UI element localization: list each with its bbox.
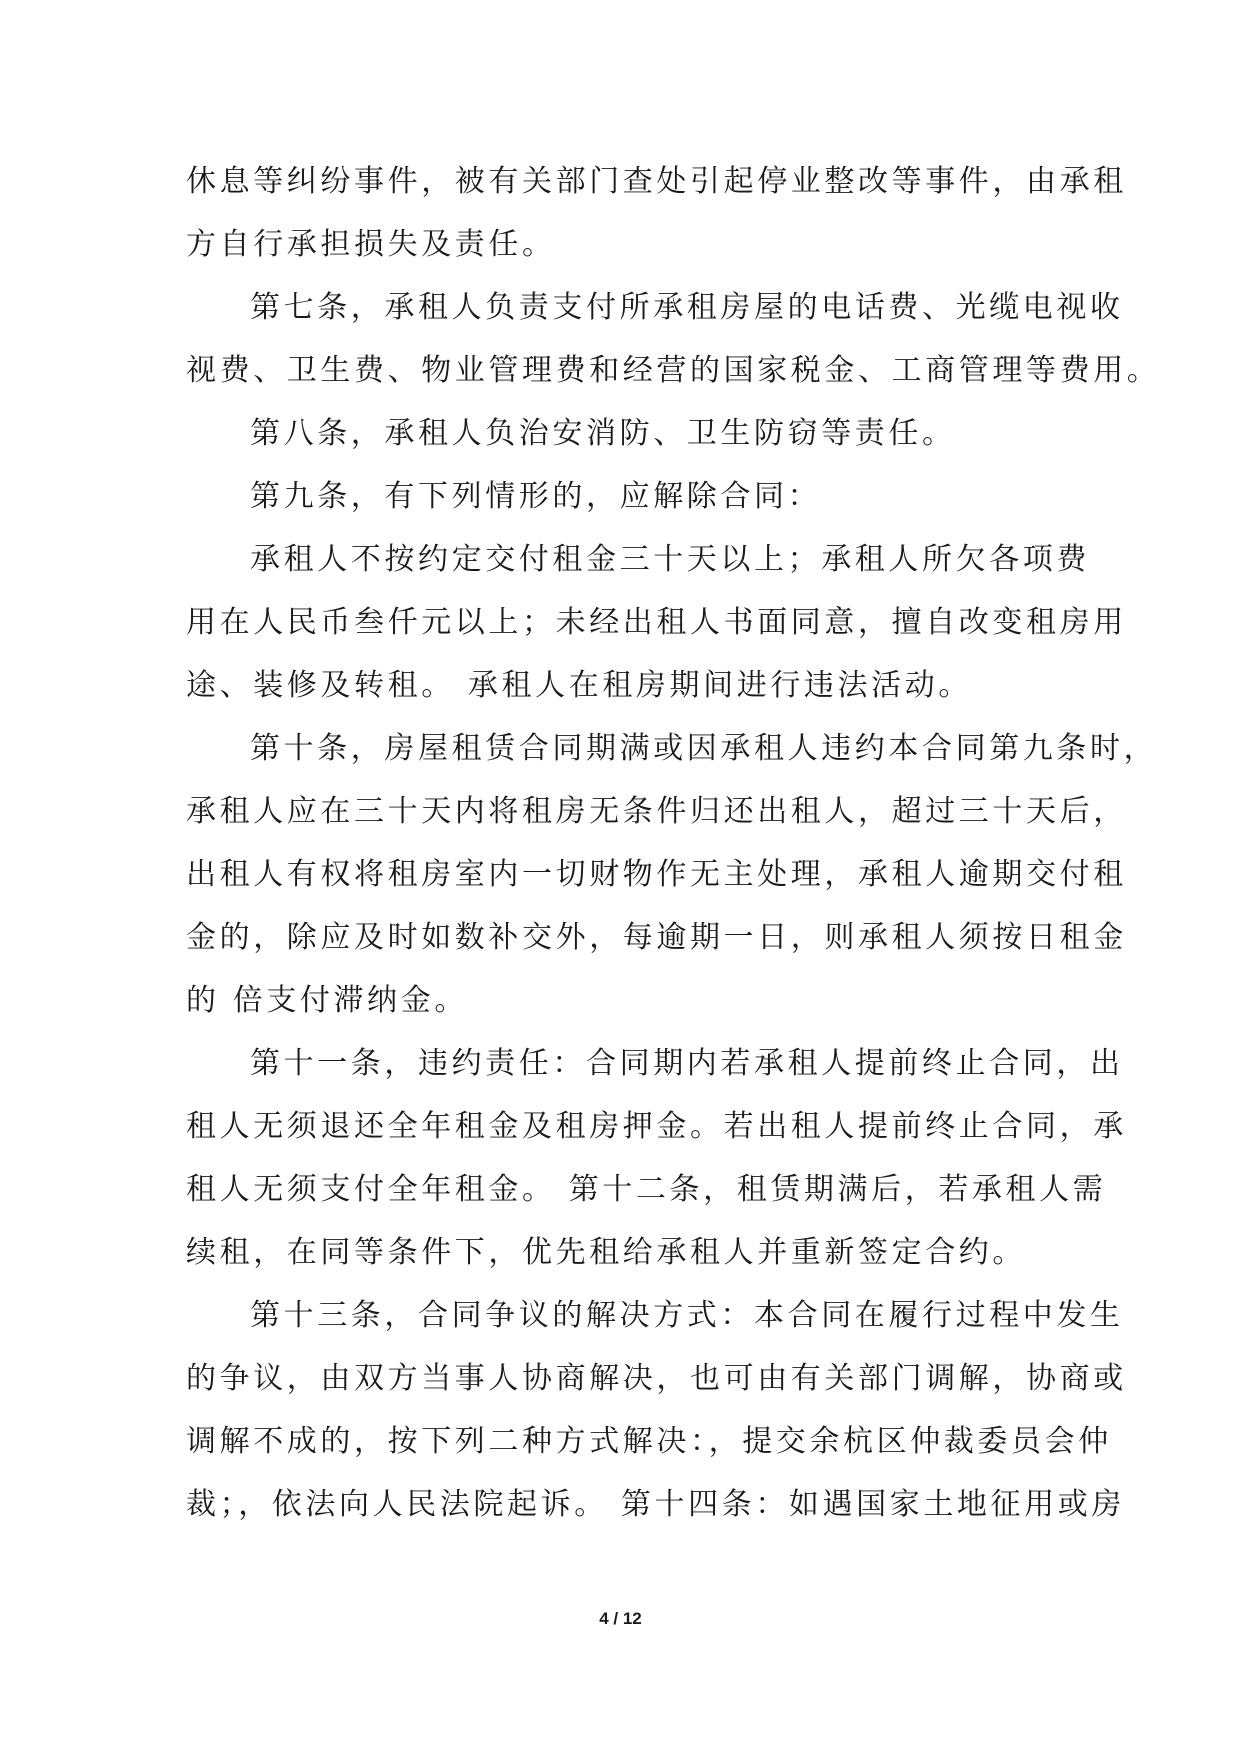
document-body xyxy=(186,150,1161,1536)
paragraph-line: 第十条，房屋租赁合同期满或因承租人违约本合同第九条时， xyxy=(250,731,1158,766)
paragraph-line: 第十三条，合同争议的解决方式：本合同在履行过程中发生 xyxy=(250,1298,1124,1333)
text-line: 的 倍支付滞纳金。 xyxy=(186,983,468,1018)
paragraph-line: 第七条，承租人负责支付所承租房屋的电话费、光缆电视收 xyxy=(250,290,1124,325)
text-line: 途、装修及转租。 承租人在租房期间进行违法活动。 xyxy=(186,668,972,703)
text-line: 裁；，依法向人民法院起诉。 第十四条：如遇国家土地征用或房 xyxy=(186,1487,1125,1522)
page-number: 4 / 12 xyxy=(599,1609,642,1628)
text-line: 方自行承担损失及责任。 xyxy=(186,227,556,262)
text-line: 续租，在同等条件下，优先租给承租人并重新签定合约。 xyxy=(186,1235,1026,1270)
text-line: 出租人有权将租房室内一切财物作无主处理，承租人逾期交付租 xyxy=(186,857,1127,892)
text-line: 的争议，由双方当事人协商解决，也可由有关部门调解，协商或 xyxy=(186,1361,1127,1396)
paragraph-line: 承租人不按约定交付租金三十天以上；承租人所欠各项费 xyxy=(250,542,1090,577)
text-line: 金的，除应及时如数补交外，每逾期一日，则承租人须按日租金 xyxy=(186,920,1127,955)
paragraph-line: 第十一条，违约责任：合同期内若承租人提前终止合同，出 xyxy=(250,1046,1124,1081)
text-line: 租人无须支付全年租金。 第十二条，租赁期满后，若承租人需 xyxy=(186,1172,1107,1207)
paragraph-line: 第九条，有下列情形的，应解除合同： xyxy=(250,479,822,514)
text-line: 调解不成的，按下列二种方式解决：，提交余杭区仲裁委员会仲 xyxy=(186,1424,1112,1459)
text-line: 休息等纠纷事件，被有关部门查处引起停业整改等事件，由承租 xyxy=(186,164,1127,199)
text-line: 租人无须退还全年租金及租房押金。若出租人提前终止合同，承 xyxy=(186,1109,1127,1144)
paragraph-line: 第八条，承租人负治安消防、卫生防窃等责任。 xyxy=(250,416,956,451)
text-line: 承租人应在三十天内将租房无条件归还出租人，超过三十天后， xyxy=(186,794,1127,829)
text-line: 用在人民币叁仟元以上；未经出租人书面同意，擅自改变租房用 xyxy=(186,605,1127,640)
text-line: 视费、卫生费、物业管理费和经营的国家税金、工商管理等费用。 xyxy=(186,353,1161,388)
